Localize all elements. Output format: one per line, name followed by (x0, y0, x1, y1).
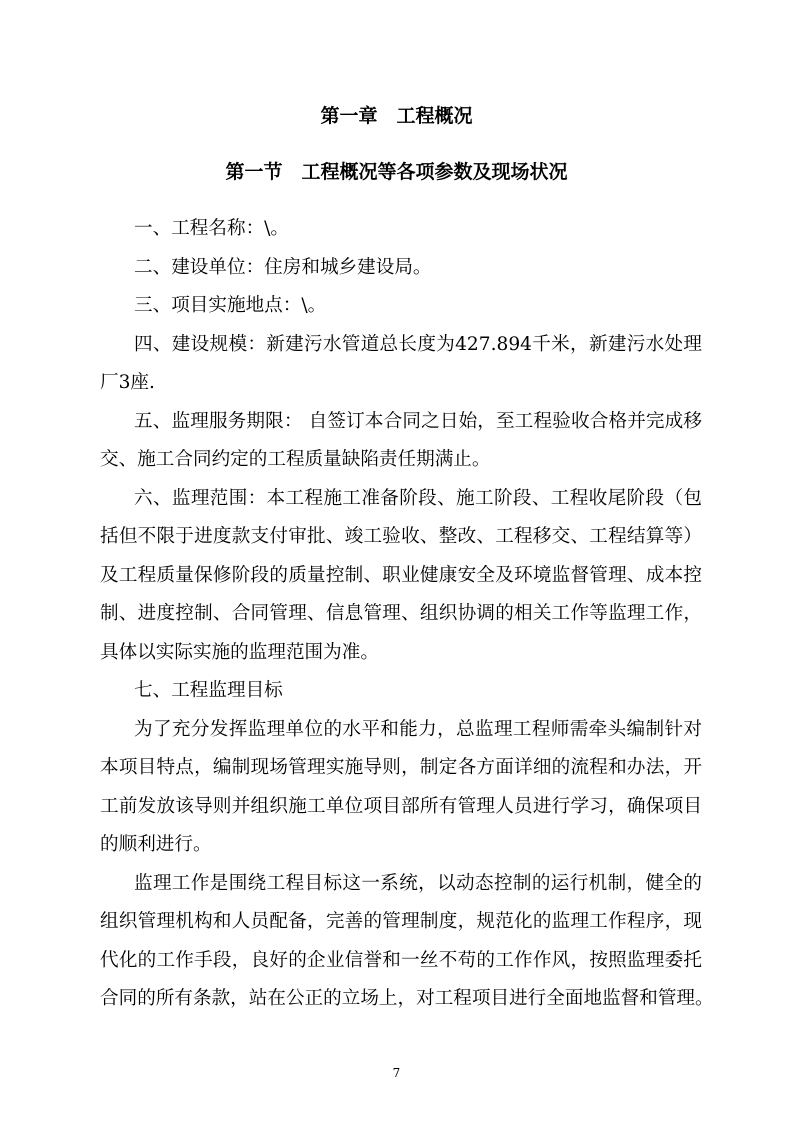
paragraph (100, 871, 714, 1025)
text-line: 六、监理范围：本工程施工准备阶段、施工阶段、工程收尾阶段（包 (134, 487, 702, 509)
paragraph (100, 332, 702, 409)
chapter-title: 第一章 工程概况 (320, 105, 473, 127)
text-line: 制、进度控制、合同管理、信息管理、组织协调的相关工作等监理工作， (100, 603, 702, 624)
text-line: 厂3座. (100, 372, 155, 393)
page-number: 7 (392, 1066, 401, 1080)
document-body (100, 216, 714, 1025)
text-line: 五、监理服务期限： 自签订本合同之日始，至工程验收合格并完成移 (134, 410, 702, 432)
text-line: 为了充分发挥监理单位的水平和能力，总监理工程师需牵头编制针对 (134, 718, 702, 740)
paragraph (100, 486, 702, 679)
section-title: 第一节 工程概况等各项参数及现场状况 (225, 161, 568, 183)
paragraph (100, 678, 702, 717)
text-line: 二、建设单位：住房和城乡建设局。 (134, 256, 432, 278)
text-line: 七、工程监理目标 (134, 680, 283, 701)
text-line: 一、工程名称：\。 (134, 218, 290, 239)
paragraph (100, 255, 702, 294)
text-line: 三、项目实施地点：\。 (134, 295, 327, 316)
text-line: 代化的工作手段，良好的企业信誉和一丝不苟的工作作风，按照监理委托 (100, 949, 702, 971)
paragraph (100, 717, 702, 871)
paragraph (100, 409, 702, 486)
text-line: 工前发放该导则并组织施工单位项目部所有管理人员进行学习，确保项目 (100, 795, 702, 817)
paragraph (100, 216, 702, 255)
text-line: 四、建设规模：新建污水管道总长度为427.894千米，新建污水处理 (134, 333, 702, 355)
text-line: 及工程质量保修阶段的质量控制、职业健康安全及环境监督管理、成本控 (100, 564, 702, 586)
text-line: 本项目特点，编制现场管理实施导则，制定各方面详细的流程和办法，开 (100, 757, 702, 778)
text-line: 括但不限于进度款支付审批、竣工验收、整改、工程移交、工程结算等） (100, 526, 702, 547)
text-line: 监理工作是围绕工程目标这一系统，以动态控制的运行机制，健全的 (134, 872, 702, 894)
text-line: 合同的所有条款，站在公正的立场上，对工程项目进行全面地监督和管理。 (100, 988, 714, 1009)
paragraph (100, 293, 702, 332)
text-line: 的顺利进行。 (100, 834, 212, 855)
text-line: 组织管理机构和人员配备，完善的管理制度，规范化的监理工作程序，现 (100, 911, 702, 932)
text-line: 具体以实际实施的监理范围为准。 (100, 641, 379, 663)
text-line: 交、施工合同约定的工程质量缺陷责任期满止。 (100, 449, 491, 470)
